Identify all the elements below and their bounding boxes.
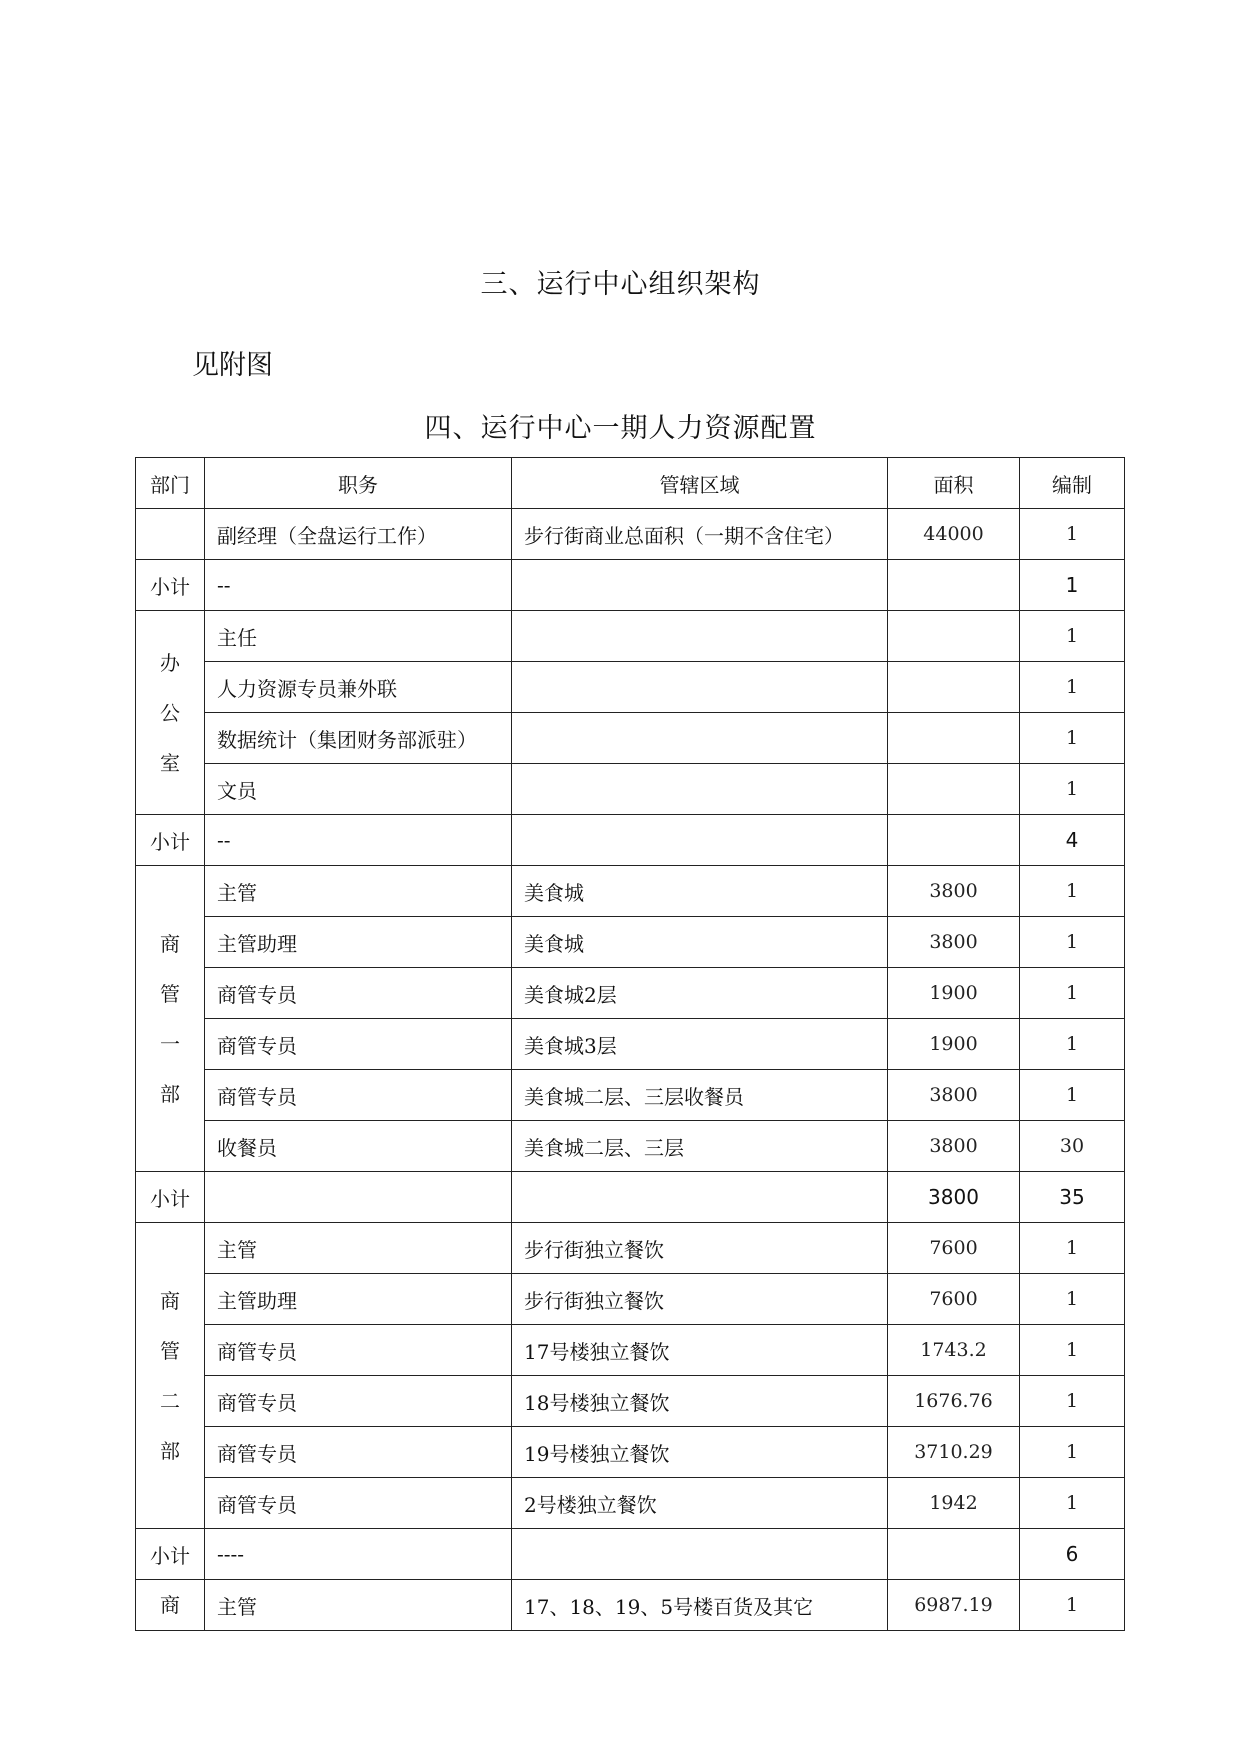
- area-cell: [512, 662, 888, 713]
- table-row: [136, 1478, 1125, 1529]
- size-cell: 1743.2: [888, 1325, 1020, 1376]
- area-cell: [512, 1172, 888, 1223]
- size-cell: [888, 560, 1020, 611]
- area-cell: 2号楼独立餐饮: [512, 1478, 888, 1529]
- table-row: [136, 1019, 1125, 1070]
- dept-cell: [136, 1580, 205, 1631]
- dept-char: 商: [160, 1288, 180, 1313]
- dept-char: 室: [160, 750, 180, 775]
- subtotal-row: [136, 1529, 1125, 1580]
- area-cell: 17、18、19、5号楼百货及其它: [512, 1580, 888, 1631]
- area-cell: 美食城: [512, 866, 888, 917]
- size-cell: [888, 713, 1020, 764]
- role-cell: 人力资源专员兼外联: [205, 662, 512, 713]
- role-cell: --: [205, 815, 512, 866]
- section-3-note: 见附图: [192, 350, 273, 381]
- table-row: [136, 1070, 1125, 1121]
- table-row: [136, 509, 1125, 560]
- subtotal-label: 小计: [136, 815, 205, 866]
- count-cell: 1: [1020, 1478, 1125, 1529]
- size-cell: 3800: [888, 1121, 1020, 1172]
- count-cell: 1: [1020, 764, 1125, 815]
- table-row: [136, 1121, 1125, 1172]
- size-cell: 3800: [888, 866, 1020, 917]
- role-cell: 数据统计（集团财务部派驻）: [205, 713, 512, 764]
- dept-char: 二: [160, 1388, 180, 1413]
- count-cell: 1: [1020, 662, 1125, 713]
- area-cell: [512, 815, 888, 866]
- table-header-row: [136, 458, 1125, 509]
- table-row: [136, 1223, 1125, 1274]
- size-cell: 3800: [888, 917, 1020, 968]
- table-row: [136, 866, 1125, 917]
- count-cell: 1: [1020, 1325, 1125, 1376]
- count-cell: 1: [1020, 560, 1125, 611]
- subtotal-row: [136, 560, 1125, 611]
- area-cell: [512, 560, 888, 611]
- table-row: [136, 1580, 1125, 1631]
- count-cell: 1: [1020, 611, 1125, 662]
- area-cell: [512, 764, 888, 815]
- size-cell: 3800: [888, 1172, 1020, 1223]
- size-cell: 7600: [888, 1274, 1020, 1325]
- area-cell: 17号楼独立餐饮: [512, 1325, 888, 1376]
- dept-cell: [136, 866, 205, 1172]
- size-cell: 7600: [888, 1223, 1020, 1274]
- role-cell: 商管专员: [205, 1325, 512, 1376]
- dept-char: 管: [160, 981, 180, 1006]
- role-cell: 商管专员: [205, 1376, 512, 1427]
- size-cell: 1676.76: [888, 1376, 1020, 1427]
- role-cell: 收餐员: [205, 1121, 512, 1172]
- subtotal-label: 小计: [136, 1172, 205, 1223]
- header-role: 职务: [205, 458, 512, 509]
- dept-char: 一: [160, 1031, 180, 1056]
- count-cell: 4: [1020, 815, 1125, 866]
- area-cell: 步行街独立餐饮: [512, 1274, 888, 1325]
- size-cell: [888, 815, 1020, 866]
- section-3-title: 三、运行中心组织架构: [480, 269, 761, 300]
- staffing-table: [135, 457, 1125, 1631]
- count-cell: 1: [1020, 1070, 1125, 1121]
- table-row: [136, 917, 1125, 968]
- role-cell: ----: [205, 1529, 512, 1580]
- table-row: [136, 662, 1125, 713]
- dept-char: 部: [160, 1438, 180, 1463]
- role-cell: 副经理（全盘运行工作）: [205, 509, 512, 560]
- area-cell: 美食城2层: [512, 968, 888, 1019]
- area-cell: 美食城: [512, 917, 888, 968]
- dept-char: 办: [160, 650, 180, 675]
- count-cell: 1: [1020, 1019, 1125, 1070]
- size-cell: [888, 764, 1020, 815]
- role-cell: 商管专员: [205, 1478, 512, 1529]
- count-cell: 1: [1020, 1274, 1125, 1325]
- dept-char: 商: [160, 1593, 180, 1617]
- role-cell: 主管助理: [205, 1274, 512, 1325]
- section-4-title: 四、运行中心一期人力资源配置: [424, 413, 817, 444]
- role-cell: 主任: [205, 611, 512, 662]
- dept-char: 部: [160, 1081, 180, 1106]
- count-cell: 1: [1020, 866, 1125, 917]
- role-cell: 商管专员: [205, 1070, 512, 1121]
- dept-char: 管: [160, 1338, 180, 1363]
- count-cell: 1: [1020, 917, 1125, 968]
- header-size: 面积: [888, 458, 1020, 509]
- count-cell: 6: [1020, 1529, 1125, 1580]
- area-cell: 美食城二层、三层: [512, 1121, 888, 1172]
- size-cell: 1900: [888, 968, 1020, 1019]
- area-cell: 19号楼独立餐饮: [512, 1427, 888, 1478]
- role-cell: --: [205, 560, 512, 611]
- size-cell: 1900: [888, 1019, 1020, 1070]
- header-count: 编制: [1020, 458, 1125, 509]
- count-cell: 35: [1020, 1172, 1125, 1223]
- size-cell: [888, 611, 1020, 662]
- size-cell: 3800: [888, 1070, 1020, 1121]
- size-cell: 3710.29: [888, 1427, 1020, 1478]
- role-cell: 主管助理: [205, 917, 512, 968]
- subtotal-label: 小计: [136, 560, 205, 611]
- count-cell: 1: [1020, 968, 1125, 1019]
- area-cell: [512, 713, 888, 764]
- role-cell: [205, 1172, 512, 1223]
- area-cell: [512, 611, 888, 662]
- area-cell: [512, 1529, 888, 1580]
- count-cell: 1: [1020, 509, 1125, 560]
- table-row: [136, 1274, 1125, 1325]
- subtotal-row: [136, 815, 1125, 866]
- count-cell: 1: [1020, 1427, 1125, 1478]
- size-cell: 1942: [888, 1478, 1020, 1529]
- table-row: [136, 713, 1125, 764]
- header-dept: 部门: [136, 458, 205, 509]
- count-cell: 1: [1020, 1376, 1125, 1427]
- size-cell: [888, 662, 1020, 713]
- role-cell: 文员: [205, 764, 512, 815]
- area-cell: 美食城二层、三层收餐员: [512, 1070, 888, 1121]
- size-cell: 44000: [888, 509, 1020, 560]
- table-row: [136, 968, 1125, 1019]
- dept-char: 商: [160, 931, 180, 956]
- role-cell: 商管专员: [205, 968, 512, 1019]
- dept-cell: [136, 1223, 205, 1529]
- count-cell: 1: [1020, 713, 1125, 764]
- subtotal-row: [136, 1172, 1125, 1223]
- area-cell: 美食城3层: [512, 1019, 888, 1070]
- role-cell: 主管: [205, 1580, 512, 1631]
- area-cell: 18号楼独立餐饮: [512, 1376, 888, 1427]
- size-cell: 6987.19: [888, 1580, 1020, 1631]
- count-cell: 1: [1020, 1580, 1125, 1631]
- table-row: [136, 1376, 1125, 1427]
- count-cell: 30: [1020, 1121, 1125, 1172]
- role-cell: 商管专员: [205, 1427, 512, 1478]
- header-area: 管辖区域: [512, 458, 888, 509]
- dept-cell: [136, 509, 205, 560]
- count-cell: 1: [1020, 1223, 1125, 1274]
- table-row: [136, 611, 1125, 662]
- table-row: [136, 764, 1125, 815]
- role-cell: 主管: [205, 1223, 512, 1274]
- role-cell: 主管: [205, 866, 512, 917]
- size-cell: [888, 1529, 1020, 1580]
- table-row: [136, 1325, 1125, 1376]
- table-row: [136, 1427, 1125, 1478]
- subtotal-label: 小计: [136, 1529, 205, 1580]
- dept-char: 公: [160, 700, 180, 725]
- dept-cell: [136, 611, 205, 815]
- area-cell: 步行街商业总面积（一期不含住宅）: [512, 509, 888, 560]
- area-cell: 步行街独立餐饮: [512, 1223, 888, 1274]
- role-cell: 商管专员: [205, 1019, 512, 1070]
